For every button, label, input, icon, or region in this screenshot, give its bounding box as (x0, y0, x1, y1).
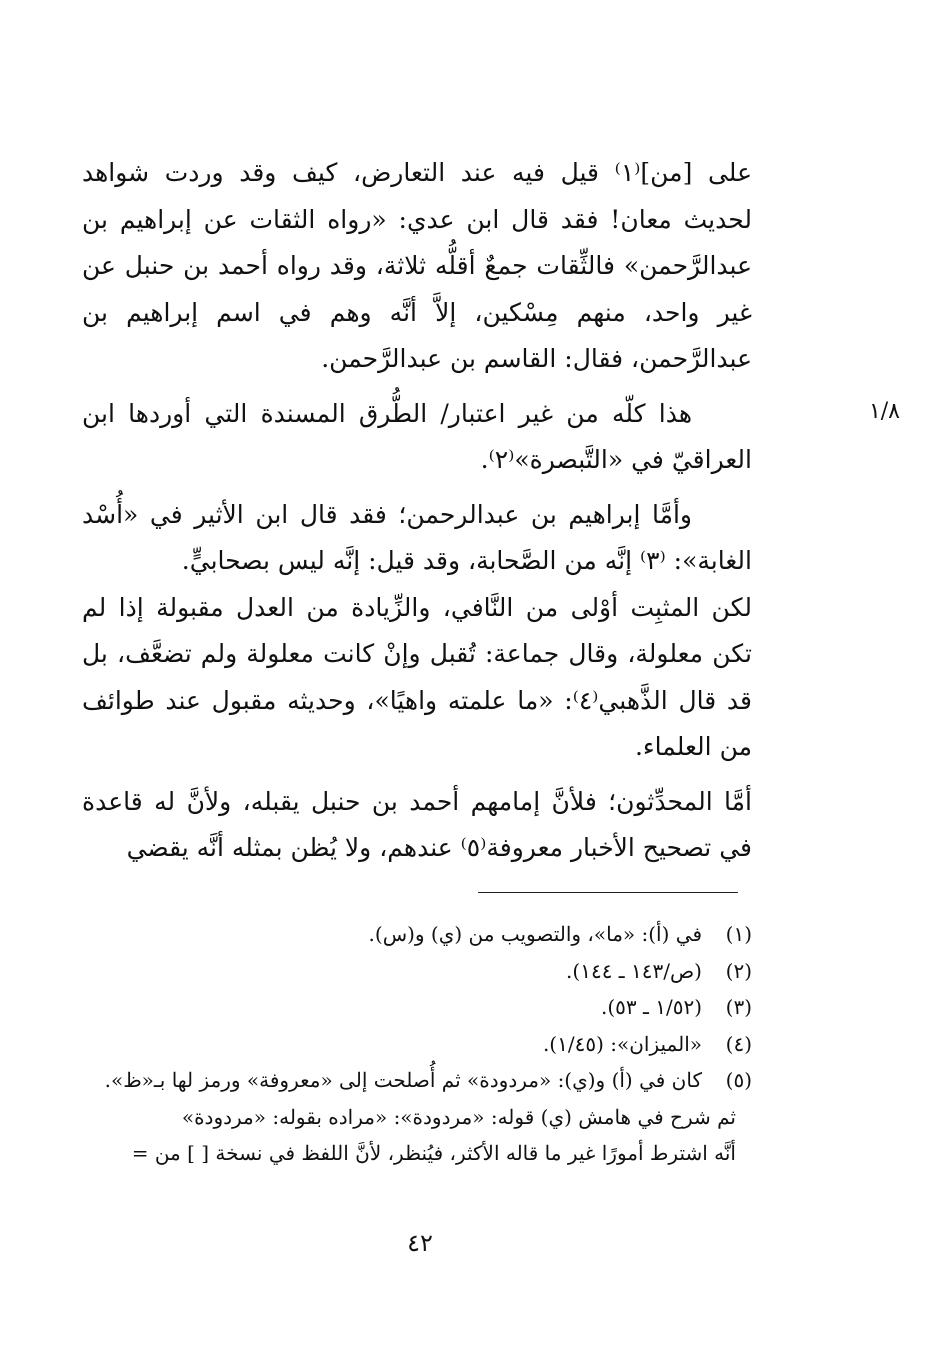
margin-folio-note: ١/٨ (868, 399, 900, 424)
footnotes (82, 916, 752, 1172)
text-line: لكن المثبِت أوْلى من النَّافي، والزِّيادة من العدل مقبولة إذا لم (82, 592, 752, 622)
paragraph-2 (82, 391, 752, 484)
footnote-3 (82, 989, 752, 1026)
text-line: هذا كلّه من غير اعتبار/ الطُّرق المسندة التي أوردها ابن العراقيّ (82, 398, 752, 474)
page-number: ٤٢ (407, 1229, 433, 1257)
text-line: قد قال الذَّهبي⁽٤⁾: «ما علمته واهيًا»، وحديثه مقبول عند طوائف من (82, 685, 752, 761)
footnote-text: كان في (أ) و(ي): «مردودة» ثم أُصلحت إلى «معروفة» ورمز لها بـ«ظ». (104, 1068, 702, 1092)
main-text (82, 150, 752, 872)
text-line: وأمَّا إبراهيم بن عبدالرحمن؛ فقد قال ابن الأثير في «أُسْد (82, 499, 692, 529)
text-line: الغابة»: ⁽٣⁾ إنَّه من الصَّحابة، وقد قيل: إنَّه ليس بصحابيٍّ. (181, 546, 752, 575)
paragraph-1 (82, 150, 752, 383)
footnote-text: في (أ): «ما»، والتصويب من (ي) و(س). (368, 922, 702, 946)
footnote-continuation-line: ثم شرح في هامش (ي) قوله: «مردودة»: «مراده بقوله: «مردودة» (181, 1104, 736, 1129)
footnote-number: (٢) (725, 958, 752, 983)
footnote-separator (478, 892, 738, 893)
footnote-1 (82, 916, 752, 953)
footnote-number: (٥) (725, 1068, 752, 1092)
footnote-number: (١) (725, 922, 752, 946)
text-line: في «التَّبصرة»⁽٢⁾. (480, 445, 664, 474)
text-line: قاعدة في تصحيح الأخبار معروفة⁽٥⁾ عندهم، ولا يُظن بمثله أنَّه يقضي (82, 786, 752, 862)
footnote-text: (١/٥٢ ـ ٥٣). (600, 995, 702, 1019)
footnote-5 (82, 1062, 752, 1099)
footnote-text: «الميزان»: (١/٤٥). (542, 1031, 702, 1056)
footnote-text: (ص/١٤٣ ـ ١٤٤). (566, 958, 702, 983)
footnote-number: (٤) (725, 1031, 752, 1056)
text-line: تكن معلولة، وقال جماعة: تُقبل وإنْ كانت معلولة ولم تضعَّف، بل (82, 639, 752, 668)
text-line: فالثِّقات جمعٌ أقلُّه ثلاثة، وقد رواه أحمد بن حنبل عن غير واحد، (82, 251, 752, 327)
text-line: منهم مِسْكين، إلاَّ أنَّه وهم في اسم إبراهيم بن عبدالرَّحمن، فقال: (82, 297, 752, 373)
text-line: على [من]⁽١⁾ قيل فيه عند التعارض، كيف وقد وردت شواهد لحديث (82, 158, 752, 234)
footnote-2 (82, 953, 752, 990)
text-line: العلماء. (634, 732, 712, 761)
footnote-4 (82, 1026, 752, 1063)
text-line: القاسم بن عبدالرَّحمن. (321, 344, 557, 373)
paragraph-4 (82, 585, 752, 771)
paragraph-3 (82, 492, 752, 585)
footnote-continuation-line: أنَّه اشترط أمورًا غير ما قاله الأكثر، فيُنظر، لأنَّ اللفظ في نسخة [ ] من = (131, 1141, 736, 1165)
paragraph-5 (82, 779, 752, 872)
text-line: معان! فقد قال ابن عدي: «رواه الثقات عن إبراهيم بن عبدالرَّحمن» (82, 204, 752, 280)
footnote-number: (٣) (725, 995, 752, 1019)
text-line: أمَّا المحدِّثون؛ فلأنَّ إمامهم أحمد بن حنبل يقبله، ولأنَّ له (154, 786, 753, 816)
